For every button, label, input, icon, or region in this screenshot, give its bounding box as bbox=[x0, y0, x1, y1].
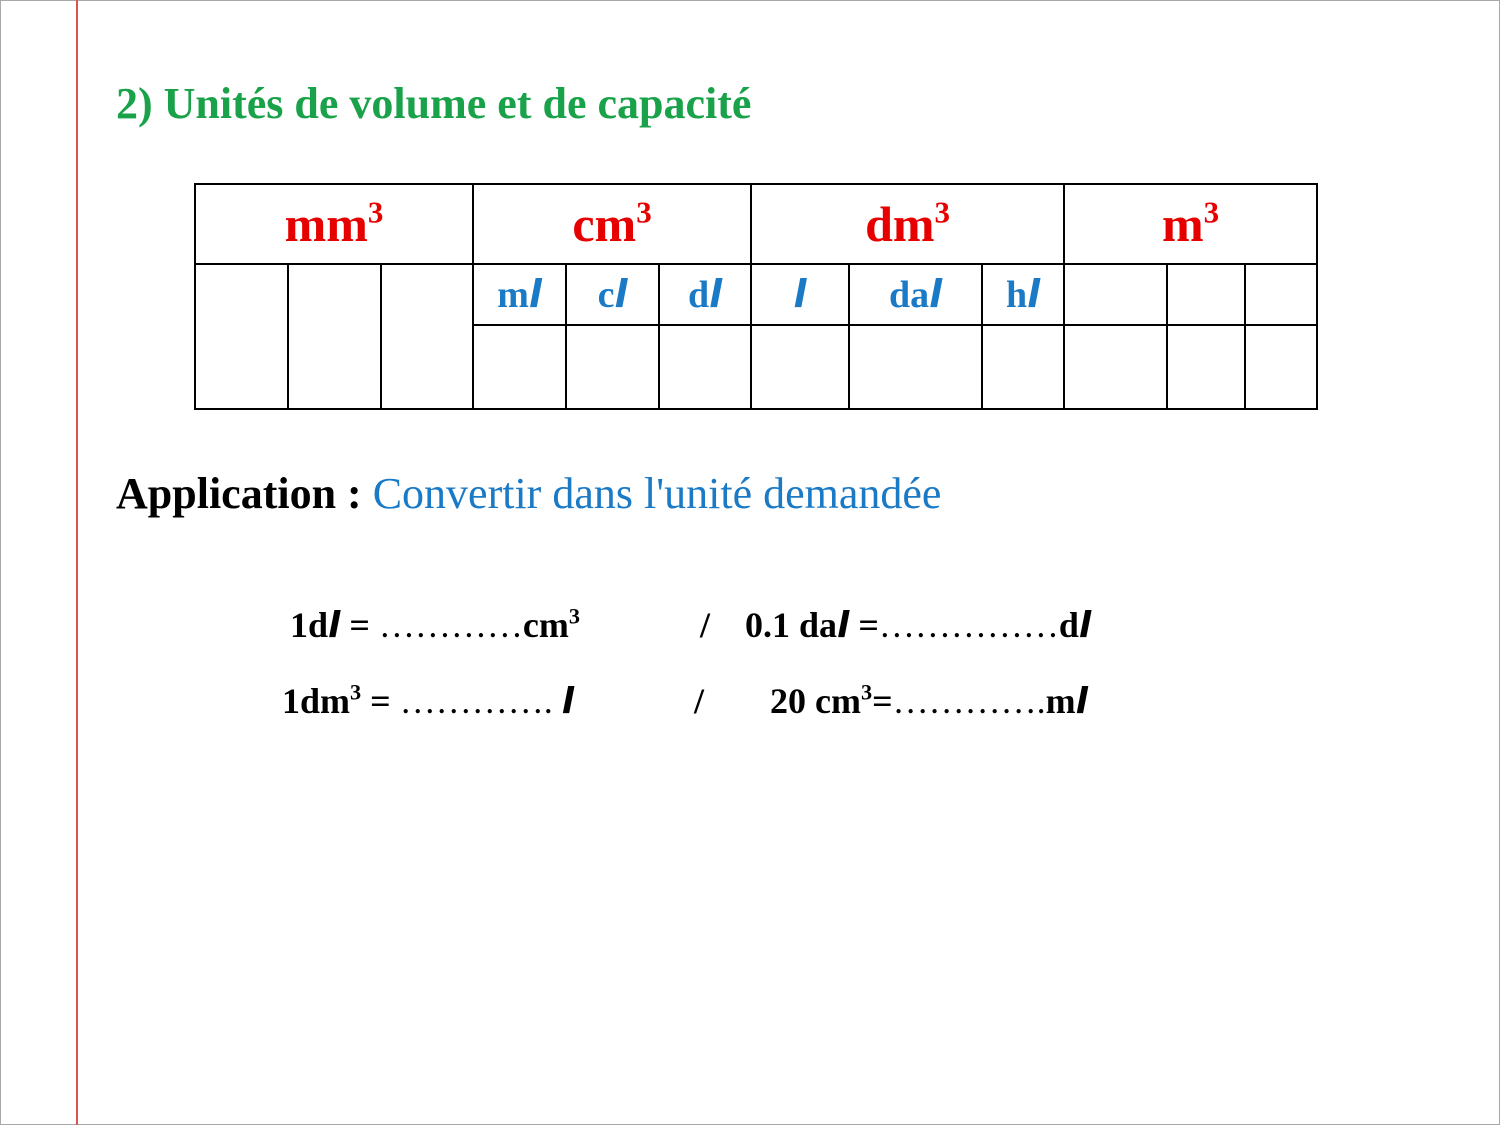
unit-hl-cell bbox=[982, 264, 1064, 325]
empty-cell bbox=[1064, 264, 1167, 325]
exercise-left: 20 cm bbox=[770, 681, 861, 721]
unit-prefix: h bbox=[1005, 274, 1028, 316]
litre-symbol: l bbox=[614, 272, 628, 316]
answer-blank: …………… bbox=[878, 605, 1059, 645]
equals-sign: = bbox=[872, 681, 893, 721]
exercise-right: m bbox=[1045, 681, 1076, 721]
empty-cell bbox=[982, 325, 1064, 409]
unit-dl-cell bbox=[659, 264, 751, 325]
empty-cell bbox=[195, 264, 288, 409]
empty-cell bbox=[381, 264, 473, 409]
exercise-4 bbox=[770, 680, 1088, 722]
separator: / bbox=[694, 681, 705, 721]
application-label: Application : bbox=[116, 469, 362, 518]
empty-cell bbox=[659, 325, 751, 409]
unit-prefix: c bbox=[597, 274, 615, 316]
empty-cell bbox=[849, 325, 982, 409]
unit-m3-cell bbox=[1064, 184, 1317, 264]
exercise-left: 1d bbox=[290, 605, 329, 645]
exponent: 3 bbox=[568, 603, 581, 629]
exponent: 3 bbox=[636, 194, 652, 230]
exercise-left: 0.1 da bbox=[745, 605, 838, 645]
litre-symbol: l bbox=[837, 605, 850, 646]
unit-prefix: m bbox=[497, 274, 529, 316]
unit-dm3-cell bbox=[751, 184, 1064, 264]
litre-symbol: l bbox=[528, 272, 542, 316]
application-instruction: Convertir dans l'unité demandée bbox=[372, 469, 942, 518]
unit-cl-cell bbox=[566, 264, 659, 325]
unit-l-cell bbox=[751, 264, 849, 325]
exponent: 3 bbox=[350, 679, 362, 705]
empty-cell bbox=[751, 325, 849, 409]
units-conversion-table bbox=[194, 183, 1318, 410]
unit-m3-label: m bbox=[1161, 196, 1204, 252]
unit-cm3-label: cm bbox=[572, 196, 637, 252]
unit-prefix: da bbox=[888, 274, 930, 316]
equals-sign: = bbox=[849, 605, 879, 645]
unit-prefix: d bbox=[687, 274, 710, 316]
capacity-units-row bbox=[195, 264, 1317, 325]
answer-blank: …………. bbox=[399, 681, 562, 721]
exercise-2 bbox=[745, 604, 1091, 646]
empty-cell bbox=[1245, 325, 1317, 409]
empty-cell bbox=[566, 325, 659, 409]
exercise-3 bbox=[282, 680, 574, 722]
answer-blank: ………… bbox=[378, 605, 523, 645]
exercise-right: cm bbox=[522, 605, 569, 645]
unit-mm3-label: mm bbox=[284, 196, 368, 252]
unit-ml-cell bbox=[473, 264, 566, 325]
volume-units-row bbox=[195, 184, 1317, 264]
application-line bbox=[116, 468, 941, 519]
litre-symbol: l bbox=[929, 272, 943, 316]
margin-line bbox=[76, 0, 78, 1125]
litre-symbol: l bbox=[709, 272, 723, 316]
exponent: 3 bbox=[860, 679, 873, 705]
unit-mm3-cell bbox=[195, 184, 473, 264]
exponent: 3 bbox=[1203, 194, 1220, 230]
unit-dal-cell bbox=[849, 264, 982, 325]
empty-cell bbox=[1064, 325, 1167, 409]
exercise-1 bbox=[290, 604, 580, 646]
equals-sign: = bbox=[361, 681, 400, 721]
litre-symbol: l bbox=[1078, 605, 1092, 646]
exponent: 3 bbox=[934, 194, 951, 230]
empty-cell bbox=[1167, 264, 1245, 325]
separator: / bbox=[700, 605, 711, 645]
exercise-left: 1dm bbox=[282, 681, 351, 721]
litre-symbol: l bbox=[1075, 681, 1088, 722]
litre-symbol: l bbox=[328, 605, 341, 646]
litre-symbol: l bbox=[1027, 272, 1041, 316]
litre-symbol: l bbox=[793, 272, 807, 316]
equals-sign: = bbox=[340, 605, 379, 645]
empty-cell bbox=[1167, 325, 1245, 409]
unit-cm3-cell bbox=[473, 184, 751, 264]
answer-blank: …………. bbox=[892, 681, 1046, 721]
section-heading: 2) Unités de volume et de capacité bbox=[116, 79, 752, 128]
exercise-right: d bbox=[1058, 605, 1079, 645]
empty-cell bbox=[1245, 264, 1317, 325]
exponent: 3 bbox=[367, 194, 384, 230]
litre-symbol: l bbox=[561, 681, 575, 722]
empty-cell bbox=[473, 325, 566, 409]
empty-cell bbox=[288, 264, 381, 409]
unit-dm3-label: dm bbox=[865, 196, 935, 252]
